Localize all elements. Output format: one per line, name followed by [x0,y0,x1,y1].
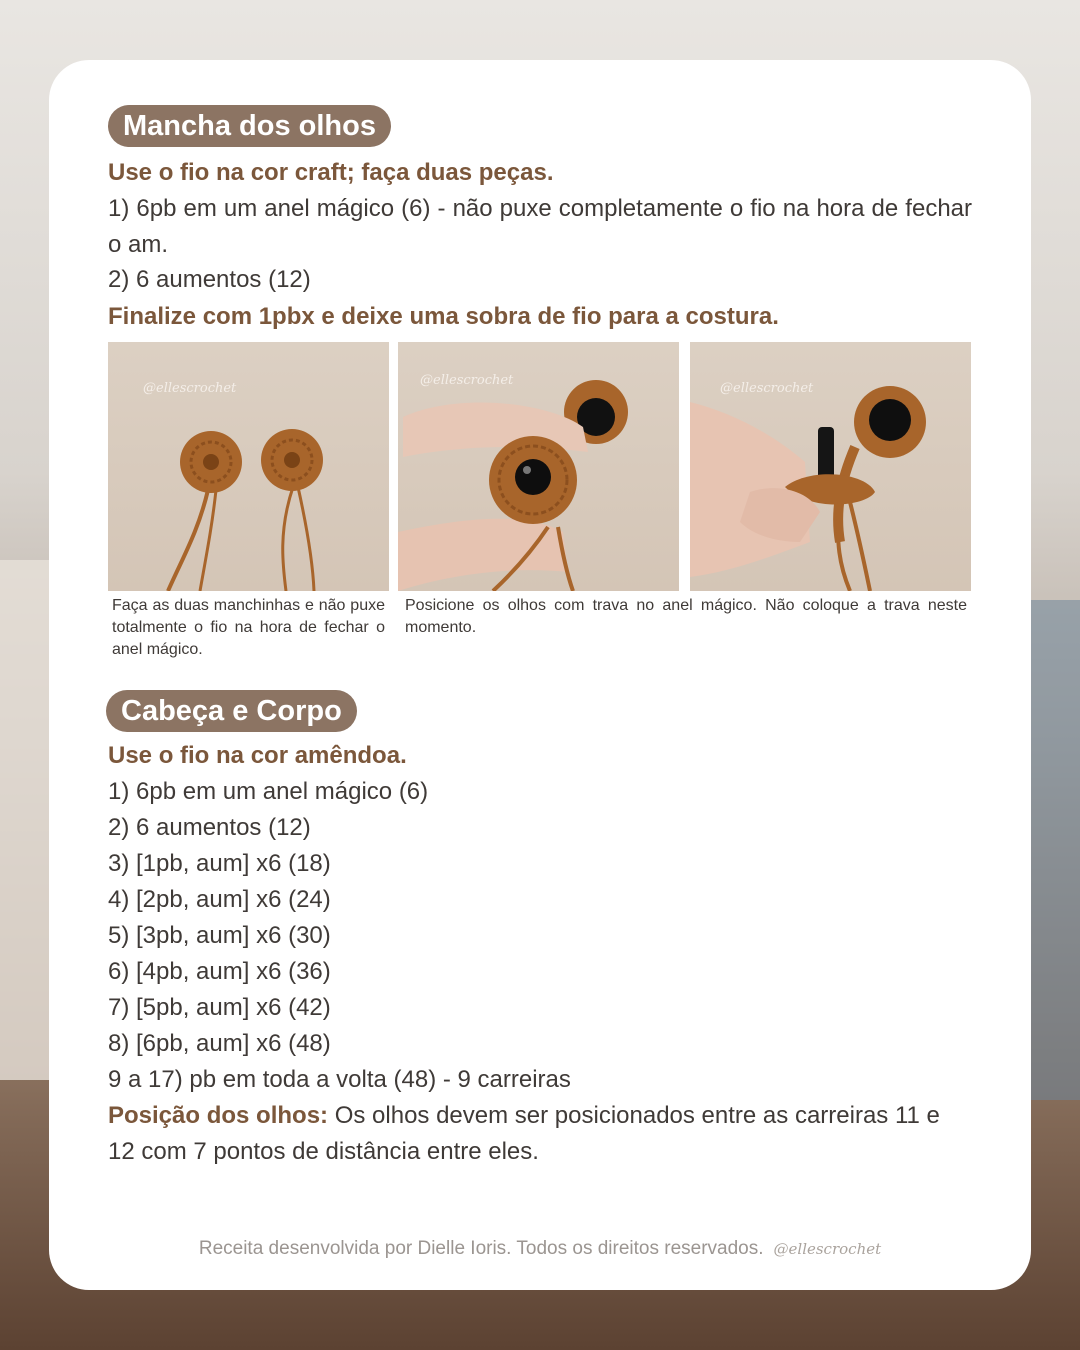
photo-watermark: @ellescrochet [720,381,814,396]
section2-row: 5) [3pb, aum] x6 (30) [108,922,331,949]
caption-2: Posicione os olhos com trava no anel mágico. Não coloque a trava neste momento. [405,597,967,636]
section2-row: 9 a 17) pb em toda a volta (48) - 9 carreiras [108,1066,571,1093]
section1-finish: Finalize com 1pbx e deixe uma sobra de fio para a costura. [108,303,779,330]
footer-text: Receita desenvolvida por Dielle Ioris. Todos os direitos reservados. [198,1238,764,1259]
photo-watermark: @ellescrochet [143,381,237,396]
section2-row: 4) [2pb, aum] x6 (24) [108,886,331,913]
section1-step1: 1) 6pb em um anel mágico (6) - não puxe completamente o fio na hora de fechar o am. [108,195,972,258]
photo-patch-with-lock [690,342,971,591]
footer-signature: @ellescrochet [773,1240,882,1258]
section2-row: 1) 6pb em um anel mágico (6) [108,778,429,805]
section2-row: 2) 6 aumentos (12) [108,814,311,841]
section1-step2: 2) 6 aumentos (12) [108,266,311,293]
section1-subtitle: Use o fio na cor craft; faça duas peças. [108,159,554,186]
section-title-cabeca: Cabeça e Corpo [106,690,357,732]
photo-two-patches [108,342,389,591]
section2-subtitle: Use o fio na cor amêndoa. [108,742,407,769]
caption-1: Faça as duas manchinhas e não puxe totalmente o fio na hora de fechar o anel mágico. [112,597,385,658]
eye-position-note [108,1098,972,1170]
recipe-card [49,60,1031,1290]
section2-row: 3) [1pb, aum] x6 (18) [108,850,331,877]
section2-row: 8) [6pb, aum] x6 (48) [108,1030,331,1057]
eye-position-label: Posição dos olhos: [108,1102,329,1129]
footer [49,1238,1031,1260]
photo-eye-in-patch [398,342,679,591]
photo-watermark: @ellescrochet [420,373,514,388]
eye-position-text: Os olhos devem ser posicionados entre as carreiras 11 e 12 com 7 pontos de distância entre eles. [108,1102,940,1165]
section2-row: 7) [5pb, aum] x6 (42) [108,994,331,1021]
section-title-mancha: Mancha dos olhos [108,105,391,147]
section2-row: 6) [4pb, aum] x6 (36) [108,958,331,985]
